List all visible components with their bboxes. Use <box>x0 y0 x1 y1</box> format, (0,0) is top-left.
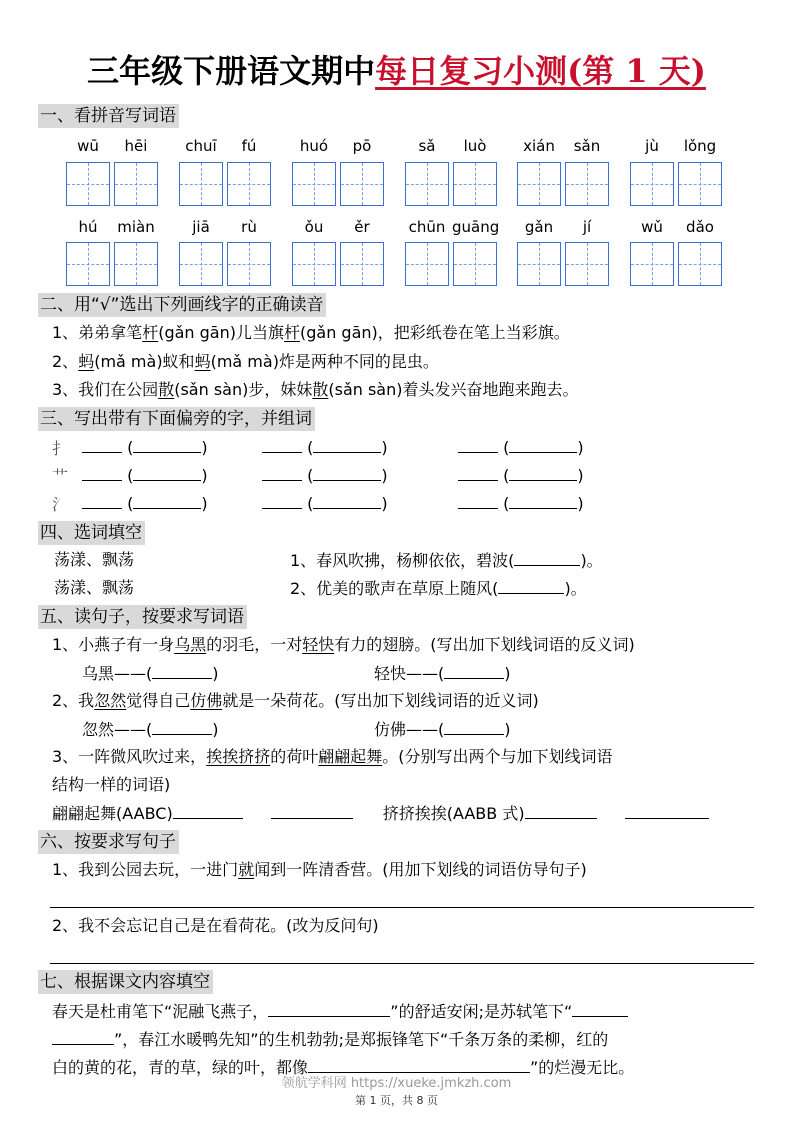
character-box[interactable] <box>340 242 384 286</box>
character-box[interactable] <box>517 242 561 286</box>
pinyin-label: miàn <box>117 218 155 236</box>
character-box[interactable] <box>114 242 158 286</box>
pinyin-label: dǎo <box>686 218 714 236</box>
character-box[interactable] <box>66 162 110 206</box>
section-4-heading: 四、选词填空 <box>38 521 145 545</box>
pinyin-label: sǎn <box>573 137 601 155</box>
pinyin-label: lǒng <box>683 137 717 155</box>
character-box[interactable] <box>678 162 722 206</box>
character-box[interactable] <box>292 162 336 206</box>
s5-question-1: 1、小燕子有一身乌黑的羽毛，一对轻快有力的翅膀。(写出加下划线词语的反义词) <box>52 635 635 654</box>
pinyin-label: sǎ <box>418 137 436 155</box>
s5-q3-answer: 翩翩起舞(AABC) 挤挤挨挨(AABB 式) <box>52 802 709 825</box>
s5-question-2: 2、我忽然觉得自己仿佛就是一朵荷花。(写出加下划线词语的近义词) <box>52 691 539 710</box>
character-box[interactable] <box>630 242 674 286</box>
pinyin-label: jiā <box>192 218 210 236</box>
character-box[interactable] <box>340 162 384 206</box>
pinyin-label: fú <box>241 137 257 155</box>
pinyin-label: jí <box>582 218 592 236</box>
s4-options-2: 荡漾、飘荡 <box>54 578 135 597</box>
s2-question-2: 2、蚂(mǎ mà)蚁和蚂(mǎ mà)炸是两种不同的昆虫。 <box>52 352 439 371</box>
s2-question-3: 3、我们在公园散(sǎn sàn)步，妹妹散(sǎn sàn)着头发兴奋地跑来跑去。 <box>52 380 579 399</box>
pinyin-label: ǒu <box>304 218 324 236</box>
pinyin-label: hú <box>78 218 98 236</box>
radical-answer[interactable]: ( ) <box>458 464 584 487</box>
s5-question-3-cont: 结构一样的词语) <box>52 775 171 794</box>
character-box[interactable] <box>66 242 110 286</box>
section-1-heading: 一、看拼音写词语 <box>38 104 179 128</box>
s6-question-2: 2、我不会忘记自己是在看荷花。(改为反问句) <box>52 916 379 935</box>
radical-answer[interactable]: ( ) <box>262 492 388 515</box>
s5-question-3: 3、一阵微风吹过来，挨挨挤挤的荷叶翩翩起舞。(分别写出两个与加下划线词语 <box>52 747 613 766</box>
pinyin-label: rù <box>241 218 257 236</box>
title-red: 每日复习小测(第 1 天) <box>375 52 706 90</box>
s4-options-1: 荡漾、飘荡 <box>54 550 135 569</box>
radical-answer[interactable]: ( ) <box>262 436 388 459</box>
radical-answer[interactable]: ( ) <box>262 464 388 487</box>
character-box[interactable] <box>114 162 158 206</box>
character-box[interactable] <box>405 242 449 286</box>
character-box[interactable] <box>227 242 271 286</box>
radical-answer[interactable]: ( ) <box>458 436 584 459</box>
pinyin-label: chūn <box>408 218 446 236</box>
s5-q2-synonym-1: 忽然——( ) <box>82 720 219 739</box>
character-box[interactable] <box>453 162 497 206</box>
radical: 艹 <box>52 467 69 486</box>
s2-question-1: 1、弟弟拿笔杆(gǎn gān)儿当旗杆(gǎn gān)，把彩纸卷在笔上当彩旗。 <box>52 323 570 342</box>
section-3-heading: 三、写出带有下面偏旁的字，并组词 <box>38 407 315 431</box>
s5-q2-synonym-2: 仿佛——( ) <box>374 720 511 739</box>
pinyin-label: gǎn <box>524 218 554 236</box>
character-box[interactable] <box>565 242 609 286</box>
radical-answer[interactable]: ( ) <box>82 464 208 487</box>
radical-answer[interactable]: ( ) <box>82 436 208 459</box>
pinyin-label: wǔ <box>641 218 663 236</box>
s7-line-3: 白的黄的花，青的草，绿的叶，都像 ”的烂漫无比。 <box>52 1058 635 1077</box>
character-box[interactable] <box>678 242 722 286</box>
radical: 氵 <box>52 495 69 514</box>
character-box[interactable] <box>565 162 609 206</box>
radical-answer[interactable]: ( ) <box>82 492 208 515</box>
answer-line-2 <box>50 963 754 964</box>
section-6-heading: 六、按要求写句子 <box>38 830 179 854</box>
pinyin-label: huó <box>299 137 329 155</box>
character-box[interactable] <box>405 162 449 206</box>
character-box[interactable] <box>179 242 223 286</box>
page-title <box>0 46 793 92</box>
s5-q1-antonym-2: 轻快——( ) <box>374 664 511 683</box>
answer-line-1 <box>50 907 754 908</box>
pinyin-label: ěr <box>354 218 370 236</box>
s7-line-2: ”，春江水暖鸭先知”的生机勃勃;是郑振锋笔下“千条万条的柔柳，红的 <box>52 1028 608 1051</box>
pinyin-label: xián <box>523 137 555 155</box>
s7-line-1: 春天是杜甫笔下“泥融飞燕子， ”的舒适安闲;是苏轼笔下“ <box>52 1000 628 1023</box>
section-7-heading: 七、根据课文内容填空 <box>38 970 213 994</box>
title-black: 三年级下册语文期中 <box>87 52 376 90</box>
character-box[interactable] <box>179 162 223 206</box>
s5-q1-antonym-1: 乌黑——( ) <box>82 664 219 683</box>
s4-question-2: 2、优美的歌声在草原上随风( )。 <box>290 579 587 598</box>
s4-question-1: 1、春风吹拂，杨柳依依，碧波( )。 <box>290 551 603 570</box>
character-box[interactable] <box>453 242 497 286</box>
pinyin-label: luò <box>463 137 487 155</box>
s6-question-1: 1、我到公园去玩，一进门就闻到一阵清香营。(用加下划线的词语仿导句子) <box>52 860 587 879</box>
pinyin-label: guāng <box>452 218 500 236</box>
pinyin-label: hēi <box>124 137 148 155</box>
character-box[interactable] <box>292 242 336 286</box>
pinyin-label: wū <box>77 137 99 155</box>
pinyin-label: chuī <box>185 137 217 155</box>
character-box[interactable] <box>630 162 674 206</box>
section-2-heading: 二、用“√”选出下列画线字的正确读音 <box>38 293 326 317</box>
pinyin-label: jù <box>645 137 659 155</box>
character-box[interactable] <box>227 162 271 206</box>
pinyin-label: pō <box>352 137 372 155</box>
page-footer: 第 1 页，共 8 页 <box>355 1094 438 1107</box>
radical: 扌 <box>52 439 69 458</box>
character-box[interactable] <box>517 162 561 206</box>
watermark: 领航学科网 https://xueke.jmkzh.com <box>281 1076 512 1091</box>
radical-answer[interactable]: ( ) <box>458 492 584 515</box>
section-5-heading: 五、读句子，按要求写词语 <box>38 605 247 629</box>
